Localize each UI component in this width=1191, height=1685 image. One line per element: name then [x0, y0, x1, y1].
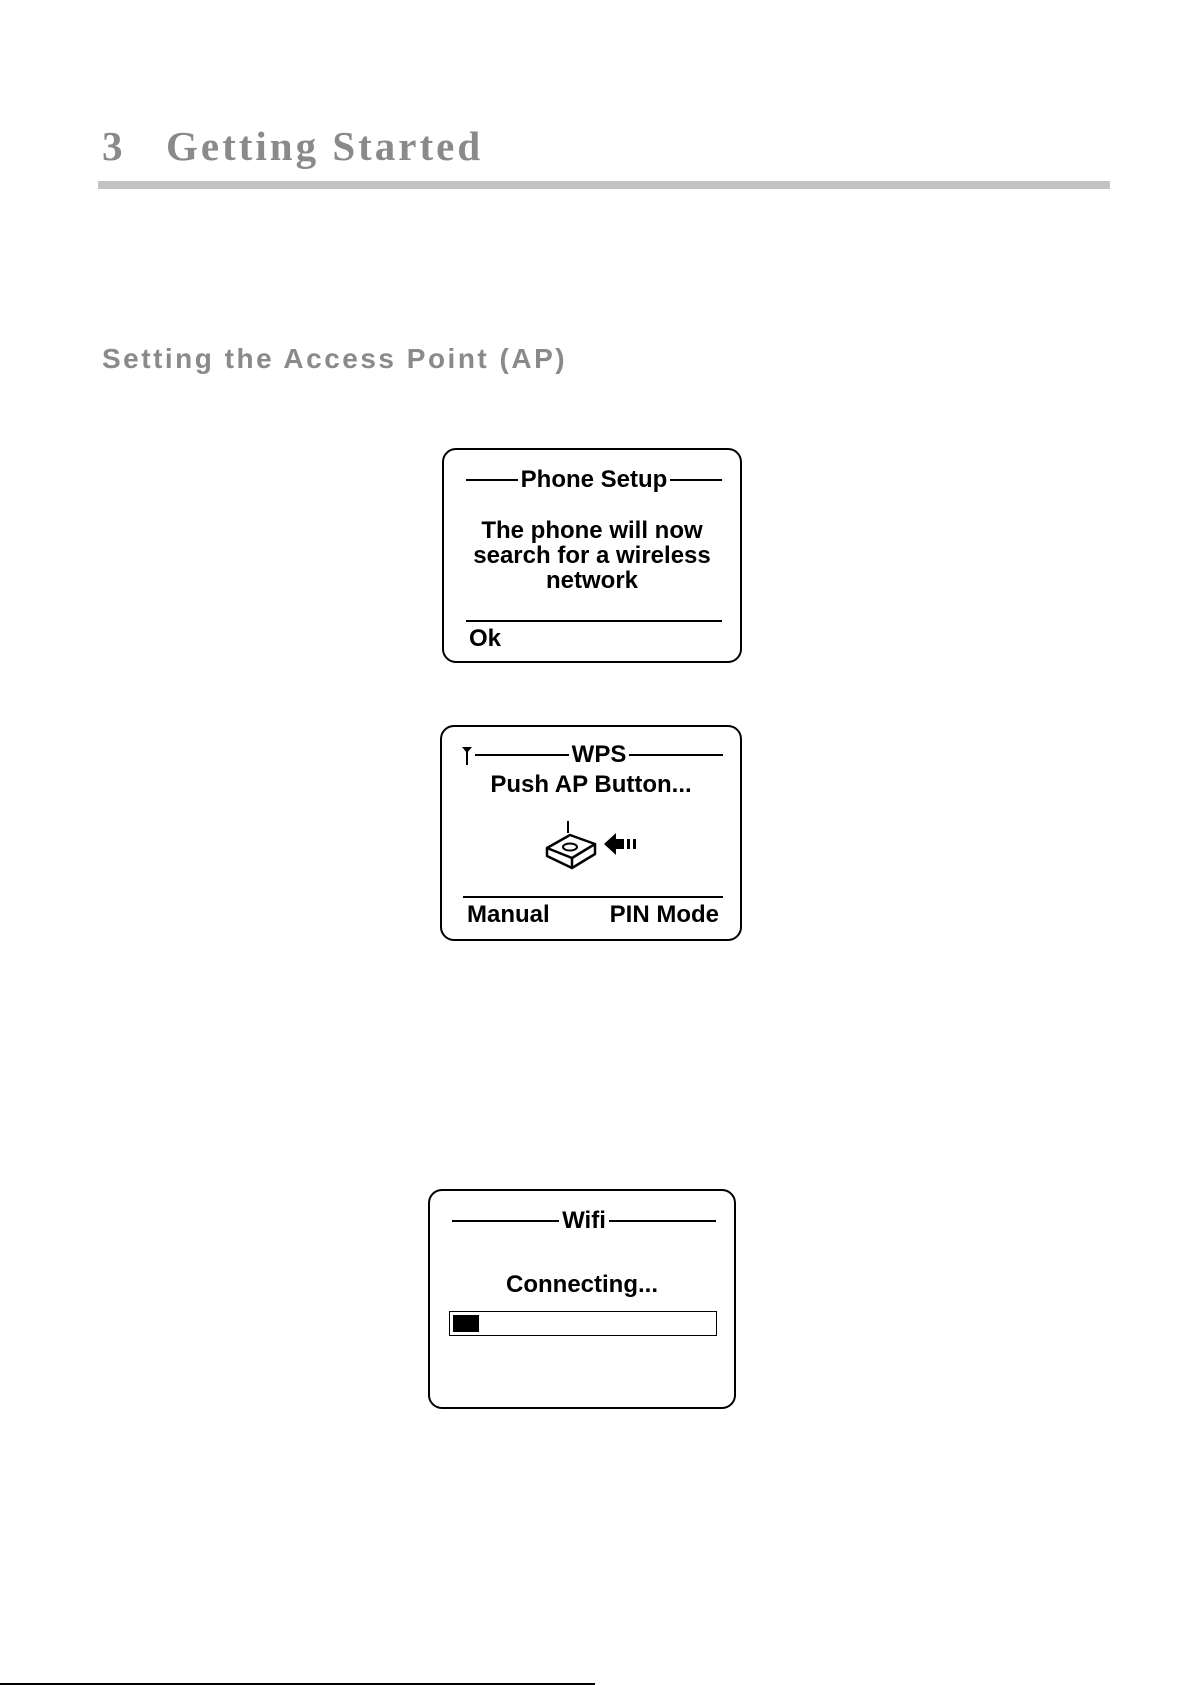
message-line: The phone will now	[481, 517, 703, 544]
softkey-divider	[463, 896, 723, 898]
pin-mode-softkey[interactable]: PIN Mode	[609, 901, 719, 928]
wps-screen	[440, 725, 742, 941]
screen-title: Wifi	[562, 1207, 606, 1234]
chapter-title	[102, 123, 484, 169]
header-line-left	[475, 754, 569, 756]
header-line-right	[670, 479, 722, 481]
screen-header	[452, 1209, 716, 1233]
message-line: network	[545, 567, 638, 594]
screen-message: Push AP Button...	[490, 771, 692, 798]
wifi-screen	[428, 1189, 736, 1409]
antenna-icon	[461, 745, 473, 765]
header-line-right	[609, 1220, 716, 1222]
header-line-right	[629, 754, 723, 756]
screen-title: WPS	[571, 741, 627, 768]
screen-header	[466, 468, 722, 492]
phone-setup-screen	[442, 448, 742, 663]
softkey-divider	[466, 620, 722, 622]
chapter-title-text: Getting Started	[166, 123, 484, 169]
manual-softkey[interactable]: Manual	[467, 901, 550, 928]
progress-fill	[453, 1315, 479, 1332]
screen-header	[461, 743, 723, 767]
ok-softkey[interactable]: Ok	[469, 625, 502, 652]
screen-message	[444, 518, 740, 593]
header-line-left	[466, 479, 518, 481]
message-line: search for a wireless	[473, 542, 711, 569]
chapter-number: 3	[102, 123, 126, 169]
access-point-icon	[543, 819, 607, 875]
screen-title: Phone Setup	[520, 466, 668, 493]
arrow-left-icon	[604, 831, 640, 857]
progress-bar	[449, 1311, 717, 1336]
screen-message: Connecting...	[506, 1271, 658, 1298]
section-title: Setting the Access Point (AP)	[102, 343, 568, 374]
chapter-divider	[98, 181, 1110, 189]
header-line-left	[452, 1220, 559, 1222]
